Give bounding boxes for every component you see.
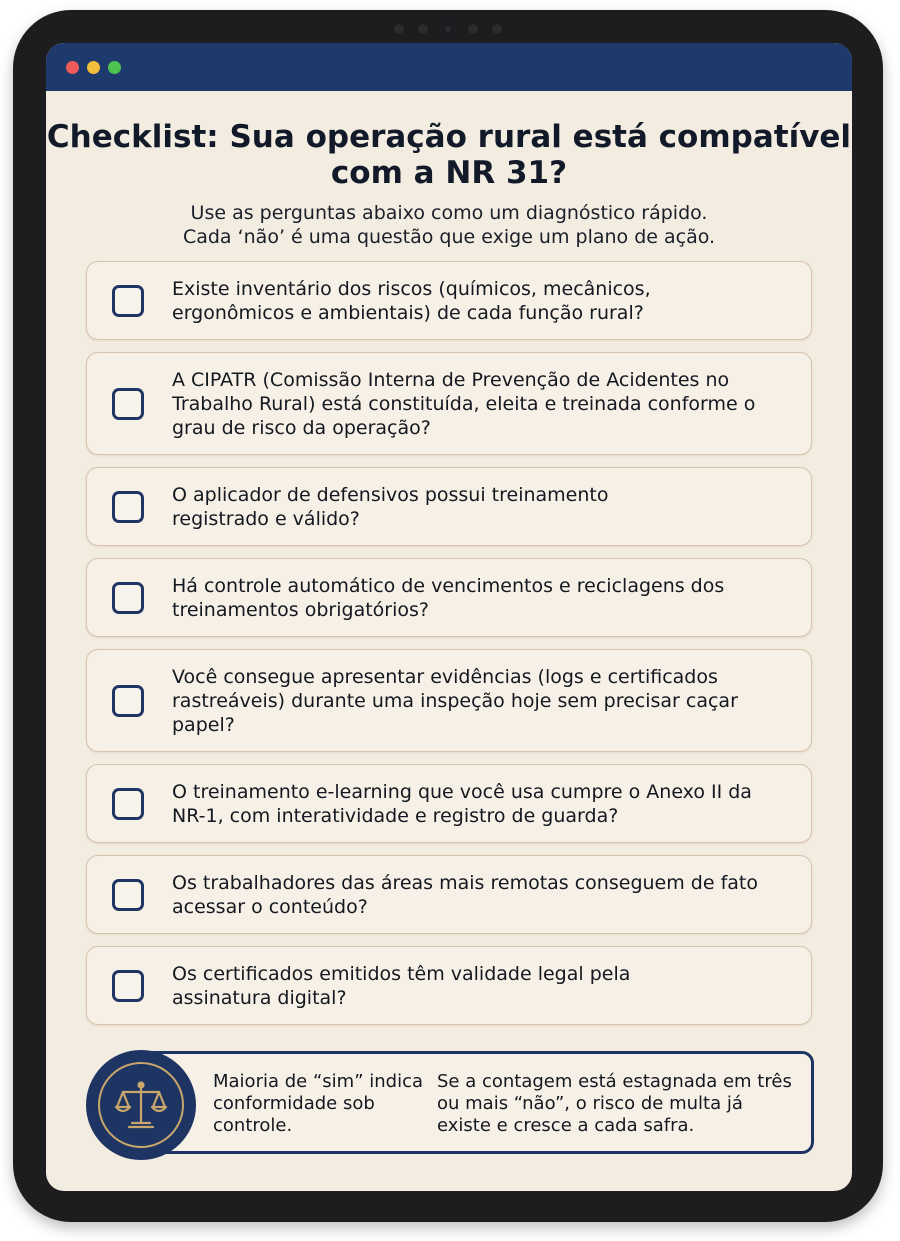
close-window-button[interactable] <box>66 61 79 74</box>
subtitle-line-1: Use as perguntas abaixo como um diagnóstico rápido. <box>190 202 708 224</box>
checkbox[interactable] <box>112 879 144 911</box>
checklist-item[interactable] <box>86 764 812 843</box>
window-titlebar <box>46 43 852 91</box>
camera-bar <box>394 23 502 35</box>
checklist <box>86 261 812 1025</box>
page-title <box>46 119 852 191</box>
checklist-item[interactable] <box>86 649 812 752</box>
checkbox[interactable] <box>112 388 144 420</box>
page-title-text: Checklist: Sua operação rural está compatível com a NR 31? <box>46 119 852 191</box>
checkbox[interactable] <box>112 788 144 820</box>
checklist-item-text: Há controle automático de vencimentos e reciclagens dos treinamentos obrigatórios? <box>172 574 725 621</box>
checklist-item-text: O aplicador de defensivos possui treinamento registrado e válido? <box>172 483 609 530</box>
checkbox[interactable] <box>112 685 144 717</box>
checklist-item[interactable] <box>86 855 812 934</box>
checklist-item[interactable] <box>86 946 812 1025</box>
checklist-item-text: A CIPATR (Comissão Interna de Prevenção de Acidentes no Trabalho Rural) está constituída, eleita e treinada conforme o grau de risco da operação? <box>172 368 756 439</box>
sensor-icon <box>468 24 478 34</box>
no-note: Se a contagem está estagnada em três ou mais “não”, o risco de multa já existe e cresce a cada safra. <box>437 1071 792 1136</box>
checklist-item-text: Os certificados emitidos têm validade legal pela assinatura digital? <box>172 962 631 1009</box>
page-subtitle <box>46 201 852 249</box>
scales-of-justice-icon <box>86 1050 196 1160</box>
sensor-icon <box>418 24 428 34</box>
sensor-icon <box>492 24 502 34</box>
summary-footer <box>86 1050 814 1160</box>
maximize-window-button[interactable] <box>108 61 121 74</box>
yes-note: Maioria de “sim” indica conformidade sob controle. <box>213 1071 423 1136</box>
checkbox[interactable] <box>112 970 144 1002</box>
camera-lens-icon <box>442 23 454 35</box>
checkbox[interactable] <box>112 285 144 317</box>
checklist-item-text: Você consegue apresentar evidências (logs e certificados rastreáveis) durante uma inspeção hoje sem precisar caçar papel? <box>172 665 738 736</box>
checkbox[interactable] <box>112 491 144 523</box>
checklist-item-text: O treinamento e-learning que você usa cumpre o Anexo II da NR-1, com interatividade e registro de guarda? <box>172 780 752 827</box>
checkbox[interactable] <box>112 582 144 614</box>
sensor-icon <box>394 24 404 34</box>
screen <box>46 43 852 1191</box>
checklist-item[interactable] <box>86 261 812 340</box>
checklist-item-text: Os trabalhadores das áreas mais remotas conseguem de fato acessar o conteúdo? <box>172 871 758 918</box>
checklist-item[interactable] <box>86 558 812 637</box>
minimize-window-button[interactable] <box>87 61 100 74</box>
tablet-frame <box>13 10 883 1222</box>
checklist-item-text: Existe inventário dos riscos (químicos, mecânicos, ergonômicos e ambientais) de cada função rural? <box>172 277 651 324</box>
checklist-item[interactable] <box>86 352 812 455</box>
subtitle-line-2: Cada ‘não’ é uma questão que exige um plano de ação. <box>182 226 716 248</box>
checklist-item[interactable] <box>86 467 812 546</box>
